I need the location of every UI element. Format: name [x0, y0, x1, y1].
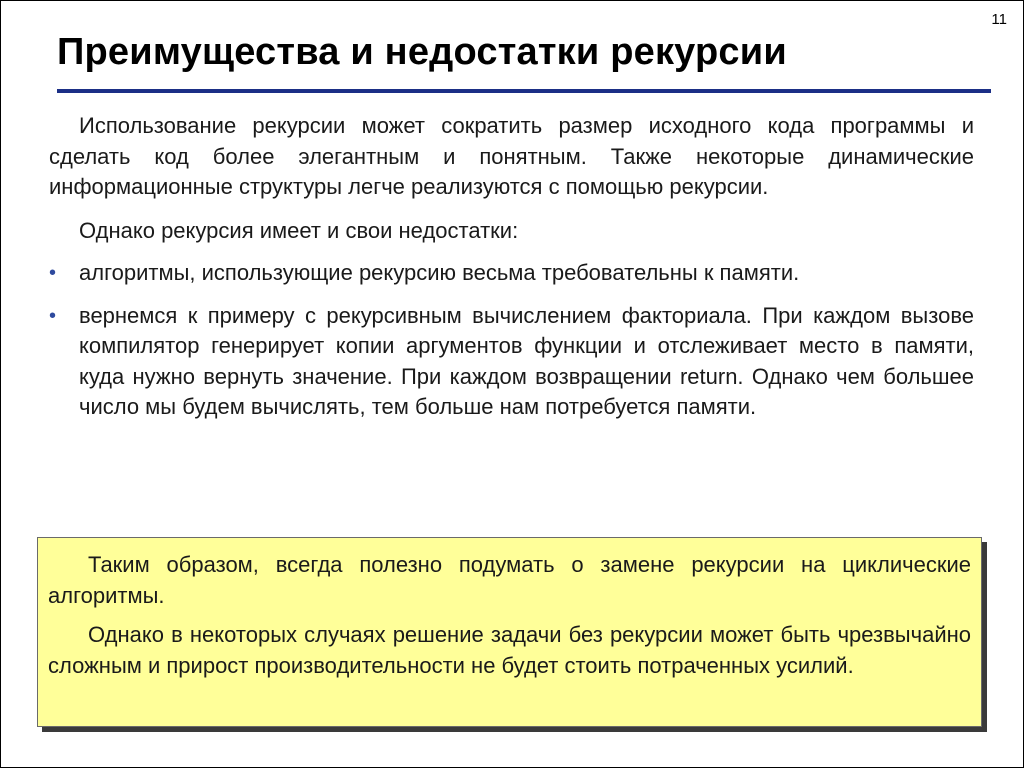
bullet-text: вернемся к примеру с рекурсивным вычислением факториала. При каждом вызове компилятор генерирует копии аргументов функции и отслеживает место в памяти, куда нужно вернуть значение. При каждом возвращении return. Однако чем большее число мы будем вычислять, тем больше нам потребуется памяти. [79, 302, 974, 419]
bullet-text: алгоритмы, использующие рекурсию весьма требовательны к памяти. [79, 260, 800, 285]
intro-paragraph: Использование рекурсии может сократить размер исходного кода программы и сделать код более элегантным и понятным. Также некоторые динамические информационные структуры легче реализуются с помощью рекурсии. [49, 113, 974, 199]
note-paragraph: Таким образом, всегда полезно подумать о замене рекурсии на циклические алгоритмы. [48, 552, 971, 608]
bullet-dot-icon: • [49, 262, 57, 284]
title-underline [57, 89, 991, 93]
note-paragraph: Однако в некоторых случаях решение задачи без рекурсии может быть чрезвычайно сложным и прирост производительности не будет стоить потраченных усилий. [48, 622, 971, 678]
slide-title: Преимущества и недостатки рекурсии [57, 31, 787, 73]
drawbacks-lead: Однако рекурсия имеет и свои недостатки: [79, 217, 519, 243]
page-number: 11 [991, 11, 1007, 28]
bullet-item-factorial [49, 301, 974, 423]
conclusion-note-box [37, 537, 982, 727]
slide-body [49, 111, 974, 435]
bullet-item-memory [49, 258, 974, 289]
bullet-dot-icon: • [49, 304, 57, 327]
